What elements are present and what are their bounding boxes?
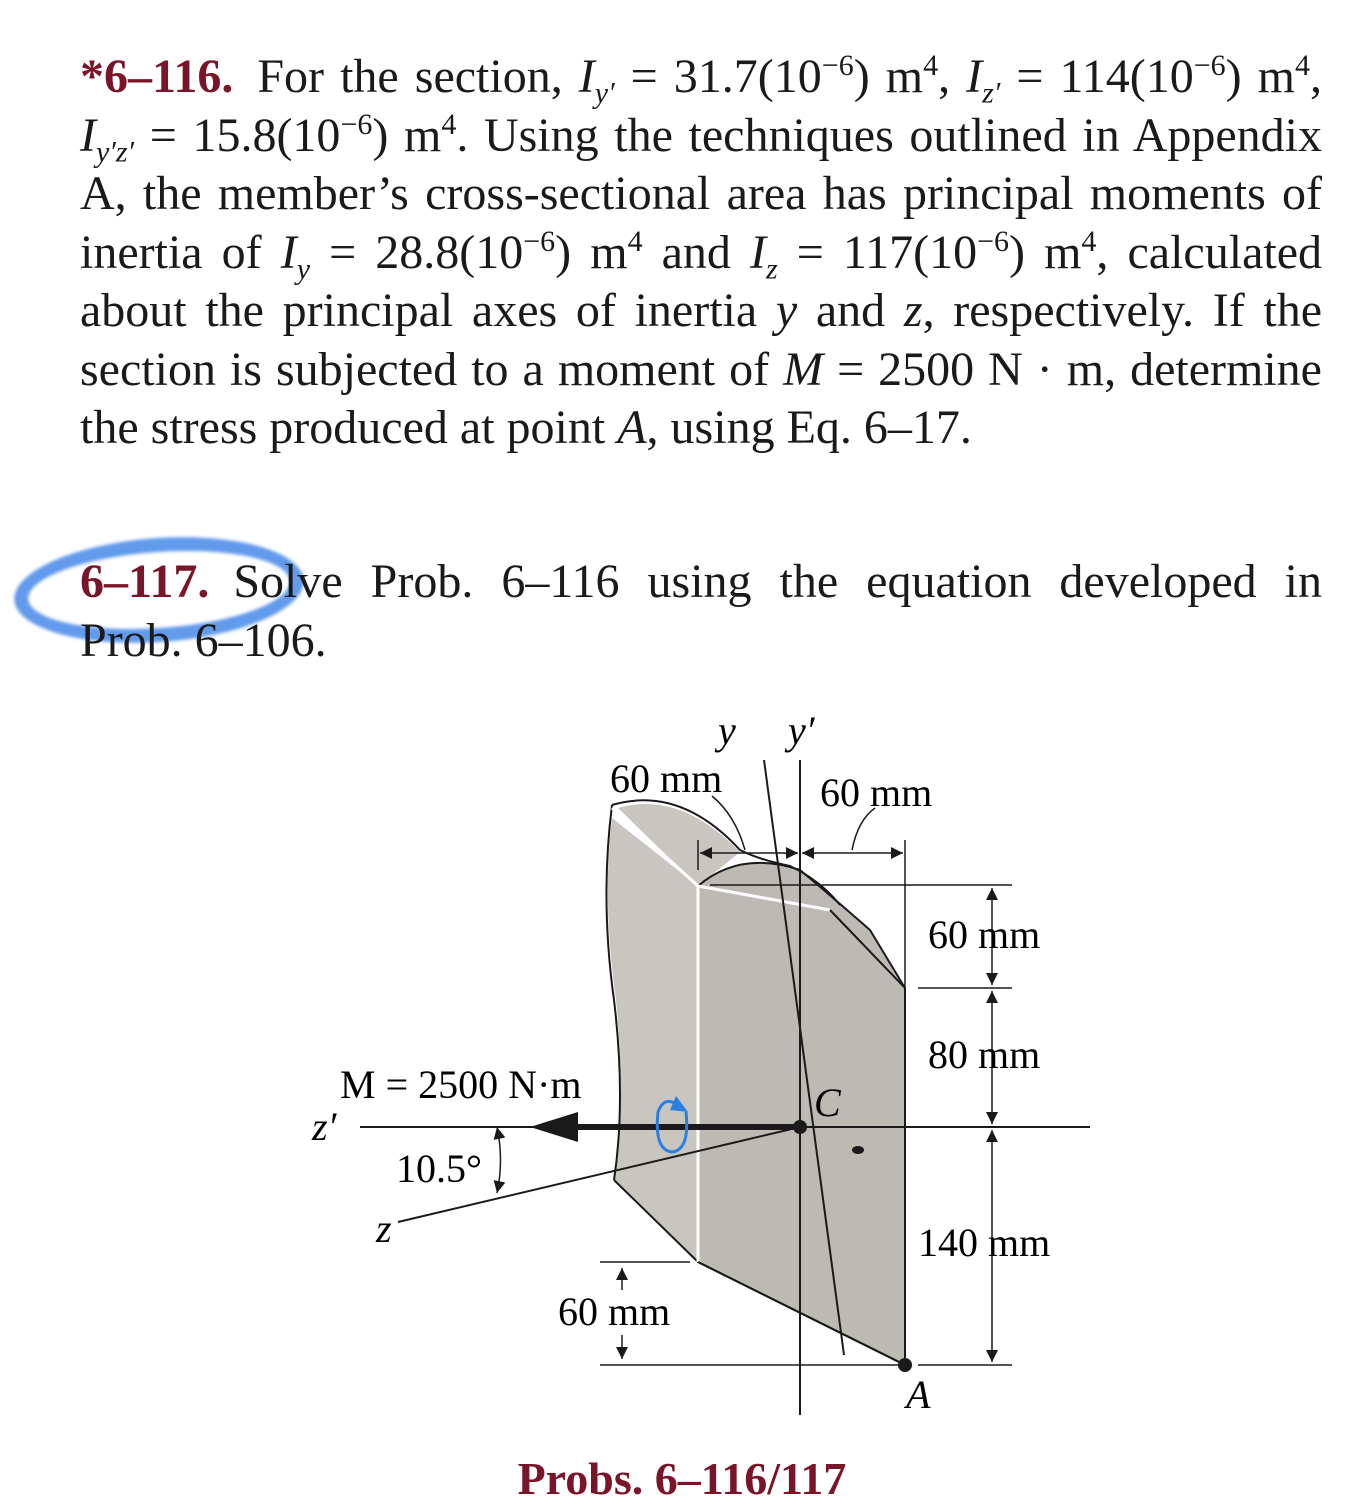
exp: 4 xyxy=(1295,49,1311,82)
label-z-prime: z′ xyxy=(312,1104,337,1149)
exp: −6 xyxy=(523,224,556,258)
text: , using Eq. 6–17. xyxy=(646,401,972,454)
text: , xyxy=(1310,50,1323,103)
text: . Using the techniques outlined in Appendix A, the member’s cross-sectional area has principal moments of inertia of xyxy=(80,108,1322,279)
problem-117-text: Solve Prob. 6–116 using the equation developed in Prob. 6–106. xyxy=(80,555,1322,667)
text: ) m xyxy=(1009,225,1082,279)
sym-sub: y′z′ xyxy=(95,135,135,169)
text: For the section, xyxy=(257,50,579,103)
sym-sub: y′ xyxy=(594,76,615,110)
point-A xyxy=(898,1358,912,1372)
cross-section-face xyxy=(698,863,905,1365)
text: = 28.8(10 xyxy=(310,225,524,279)
text: = 2500 N · m, determine the stress produced at point xyxy=(80,342,1322,454)
text: , respectively. If the section is subjected to a moment of xyxy=(80,284,1322,396)
exp: −6 xyxy=(1193,49,1226,82)
text: = 117(10 xyxy=(777,225,978,279)
sym: I xyxy=(280,225,297,279)
dim-right-3: 140 mm xyxy=(918,1220,1051,1265)
label-y: y xyxy=(718,708,736,753)
figure-caption: Probs. 6–116/117 xyxy=(517,1453,847,1504)
label-A: A xyxy=(906,1372,931,1417)
exp: −6 xyxy=(821,49,854,82)
moment-label: M = 2500 N·m xyxy=(340,1062,582,1107)
text: , calculated about the principal axes of inertia xyxy=(80,225,1323,337)
text: = 31.7(10 xyxy=(614,50,822,103)
dim-bottom: 60 mm xyxy=(558,1289,671,1334)
text: and xyxy=(797,284,904,337)
exp: 4 xyxy=(627,224,643,258)
sym-sub: z xyxy=(766,252,778,286)
text: ) m xyxy=(372,108,442,162)
sym-sub: y xyxy=(296,252,311,286)
dim-right-2: 80 mm xyxy=(928,1032,1041,1077)
label-y-prime: y′ xyxy=(788,708,815,753)
smudge-mark xyxy=(852,1146,864,1154)
sym: I xyxy=(966,50,983,103)
text: = 114(10 xyxy=(1000,50,1194,103)
sym: y xyxy=(775,284,798,337)
label-z: z xyxy=(376,1206,392,1251)
sym-sub: z′ xyxy=(982,76,1001,110)
dim-top-right: 60 mm xyxy=(820,770,933,815)
text: ) m xyxy=(853,50,924,103)
exp: −6 xyxy=(977,224,1010,258)
centroid-point xyxy=(793,1120,807,1134)
moment-arrowhead xyxy=(530,1112,578,1142)
text: , xyxy=(938,50,967,103)
exp: 4 xyxy=(1081,224,1097,258)
sym: z xyxy=(903,284,923,337)
problem-117-number: 6–117. xyxy=(80,555,210,608)
sym: I xyxy=(750,225,766,279)
exp: 4 xyxy=(923,49,939,82)
label-C: C xyxy=(814,1080,841,1125)
angle-arc xyxy=(497,1127,501,1193)
dim-right-1: 60 mm xyxy=(928,912,1041,957)
text: and xyxy=(642,225,751,279)
problem-116-number: *6–116. xyxy=(80,50,234,103)
sym: A xyxy=(617,401,647,454)
sym: I xyxy=(578,50,595,103)
angle-label: 10.5° xyxy=(396,1146,482,1191)
sym: M xyxy=(783,342,824,396)
text: ) m xyxy=(555,225,628,279)
text: ) m xyxy=(1225,50,1296,103)
text: = 15.8(10 xyxy=(134,108,341,162)
sym: I xyxy=(80,108,96,162)
exp: −6 xyxy=(340,107,373,141)
dim-top-left: 60 mm xyxy=(610,756,723,801)
exp: 4 xyxy=(441,107,457,141)
